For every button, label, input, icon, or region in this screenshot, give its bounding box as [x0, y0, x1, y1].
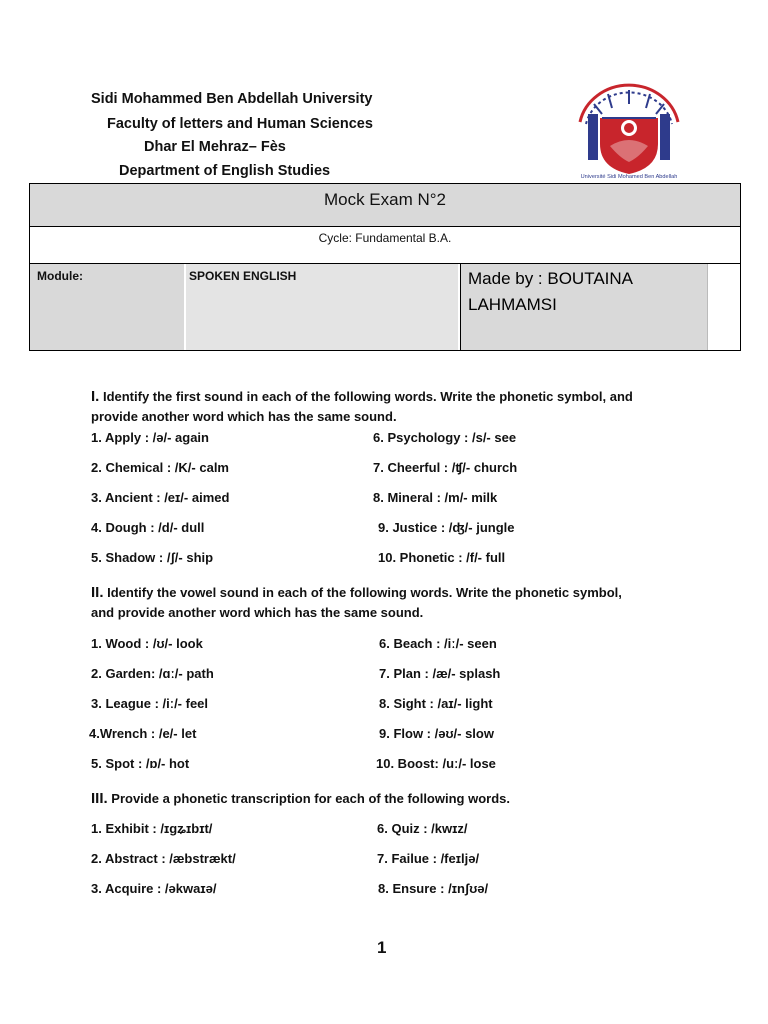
list-item: 10. Phonetic : /f/- full — [378, 550, 506, 565]
module-value: SPOKEN ENGLISH — [189, 269, 297, 283]
list-item: 1. Apply : /ə/- again — [91, 430, 209, 445]
list-item: 5. Shadow : /ʃ/- ship — [91, 550, 214, 565]
list-item: 2. Abstract : /æbstrækt/ — [91, 851, 236, 866]
list-item: 6. Psychology : /s/- see — [373, 430, 517, 445]
module-label-cell — [30, 264, 184, 350]
list-item: 7. Failue : /feɪljə/ — [377, 851, 480, 866]
list-item: 6. Beach : /iː/- seen — [379, 636, 497, 651]
list-item: 9. Flow : /əʊ/- slow — [379, 726, 494, 741]
list-item: 6. Quiz : /kwɪz/ — [377, 821, 468, 836]
department-name: Department of English Studies — [119, 163, 331, 179]
list-item: 2. Garden: /ɑː/- path — [91, 666, 214, 681]
made-by-line2: LAHMAMSI — [468, 295, 557, 314]
cycle-row — [29, 227, 741, 263]
section-1-line1: Identify the first sound in each of the following words. Write the phonetic symbol, and — [99, 389, 633, 404]
section-3-instruction — [91, 790, 510, 807]
empty-cell — [707, 264, 740, 350]
list-item: 1. Exhibit : /ɪgʑɪbɪt/ — [91, 821, 213, 836]
cycle-text: Cycle: Fundamental B.A. — [318, 231, 452, 245]
campus-name: Dhar El Mehraz– Fès — [144, 139, 286, 155]
module-value-cell — [186, 264, 458, 350]
exam-title-row — [29, 183, 741, 227]
list-item: 1. Wood : /ʊ/- look — [91, 636, 203, 651]
section-1-line2: provide another word which has the same sound. — [91, 409, 397, 424]
section-1-instruction — [91, 388, 633, 405]
made-by-cell — [460, 264, 707, 350]
page-number: 1 — [377, 938, 387, 957]
section-3-line1: Provide a phonetic transcription for each of the following words. — [107, 791, 510, 806]
list-item: 8. Sight : /aɪ/- light — [379, 696, 493, 711]
list-item: 4.Wrench : /e/- let — [89, 726, 197, 741]
section-1-numeral: I. — [91, 388, 100, 405]
section-2-instruction — [91, 584, 622, 601]
faculty-name: Faculty of letters and Human Sciences — [107, 116, 373, 132]
university-name: Sidi Mohammed Ben Abdellah University — [91, 91, 373, 107]
list-item: 3. League : /iː/- feel — [91, 696, 209, 711]
list-item: 10. Boost: /uː/- lose — [376, 756, 496, 771]
list-item: 8. Mineral : /m/- milk — [373, 490, 498, 505]
list-item: 5. Spot : /ɒ/- hot — [91, 756, 190, 771]
list-item: 2. Chemical : /K/- calm — [91, 460, 229, 475]
list-item: 4. Dough : /d/- dull — [91, 520, 205, 535]
university-logo — [572, 74, 686, 180]
list-item: 8. Ensure : /ɪnʃʊə/ — [378, 881, 489, 896]
section-2-line2: and provide another word which has the same sound. — [91, 605, 424, 620]
section-2-numeral: II. — [91, 584, 104, 601]
list-item: 9. Justice : /ʤ/- jungle — [378, 520, 515, 535]
list-item: 7. Cheerful : /ʧ/- church — [373, 460, 518, 475]
section-3-numeral: III. — [91, 790, 108, 807]
module-row — [29, 263, 741, 351]
section-2-line1: Identify the vowel sound in each of the following words. Write the phonetic symbol, — [103, 585, 622, 600]
exam-title: Mock Exam N°2 — [323, 190, 447, 209]
logo-caption: Université Sidi Mohamed Ben Abdellah — [580, 174, 678, 180]
list-item: 7. Plan : /æ/- splash — [379, 666, 501, 681]
list-item: 3. Acquire : /əkwaɪə/ — [91, 881, 217, 896]
module-label: Module: — [37, 269, 83, 283]
list-item: 3. Ancient : /eɪ/- aimed — [91, 490, 230, 505]
made-by-line1: Made by : BOUTAINA — [468, 269, 634, 288]
